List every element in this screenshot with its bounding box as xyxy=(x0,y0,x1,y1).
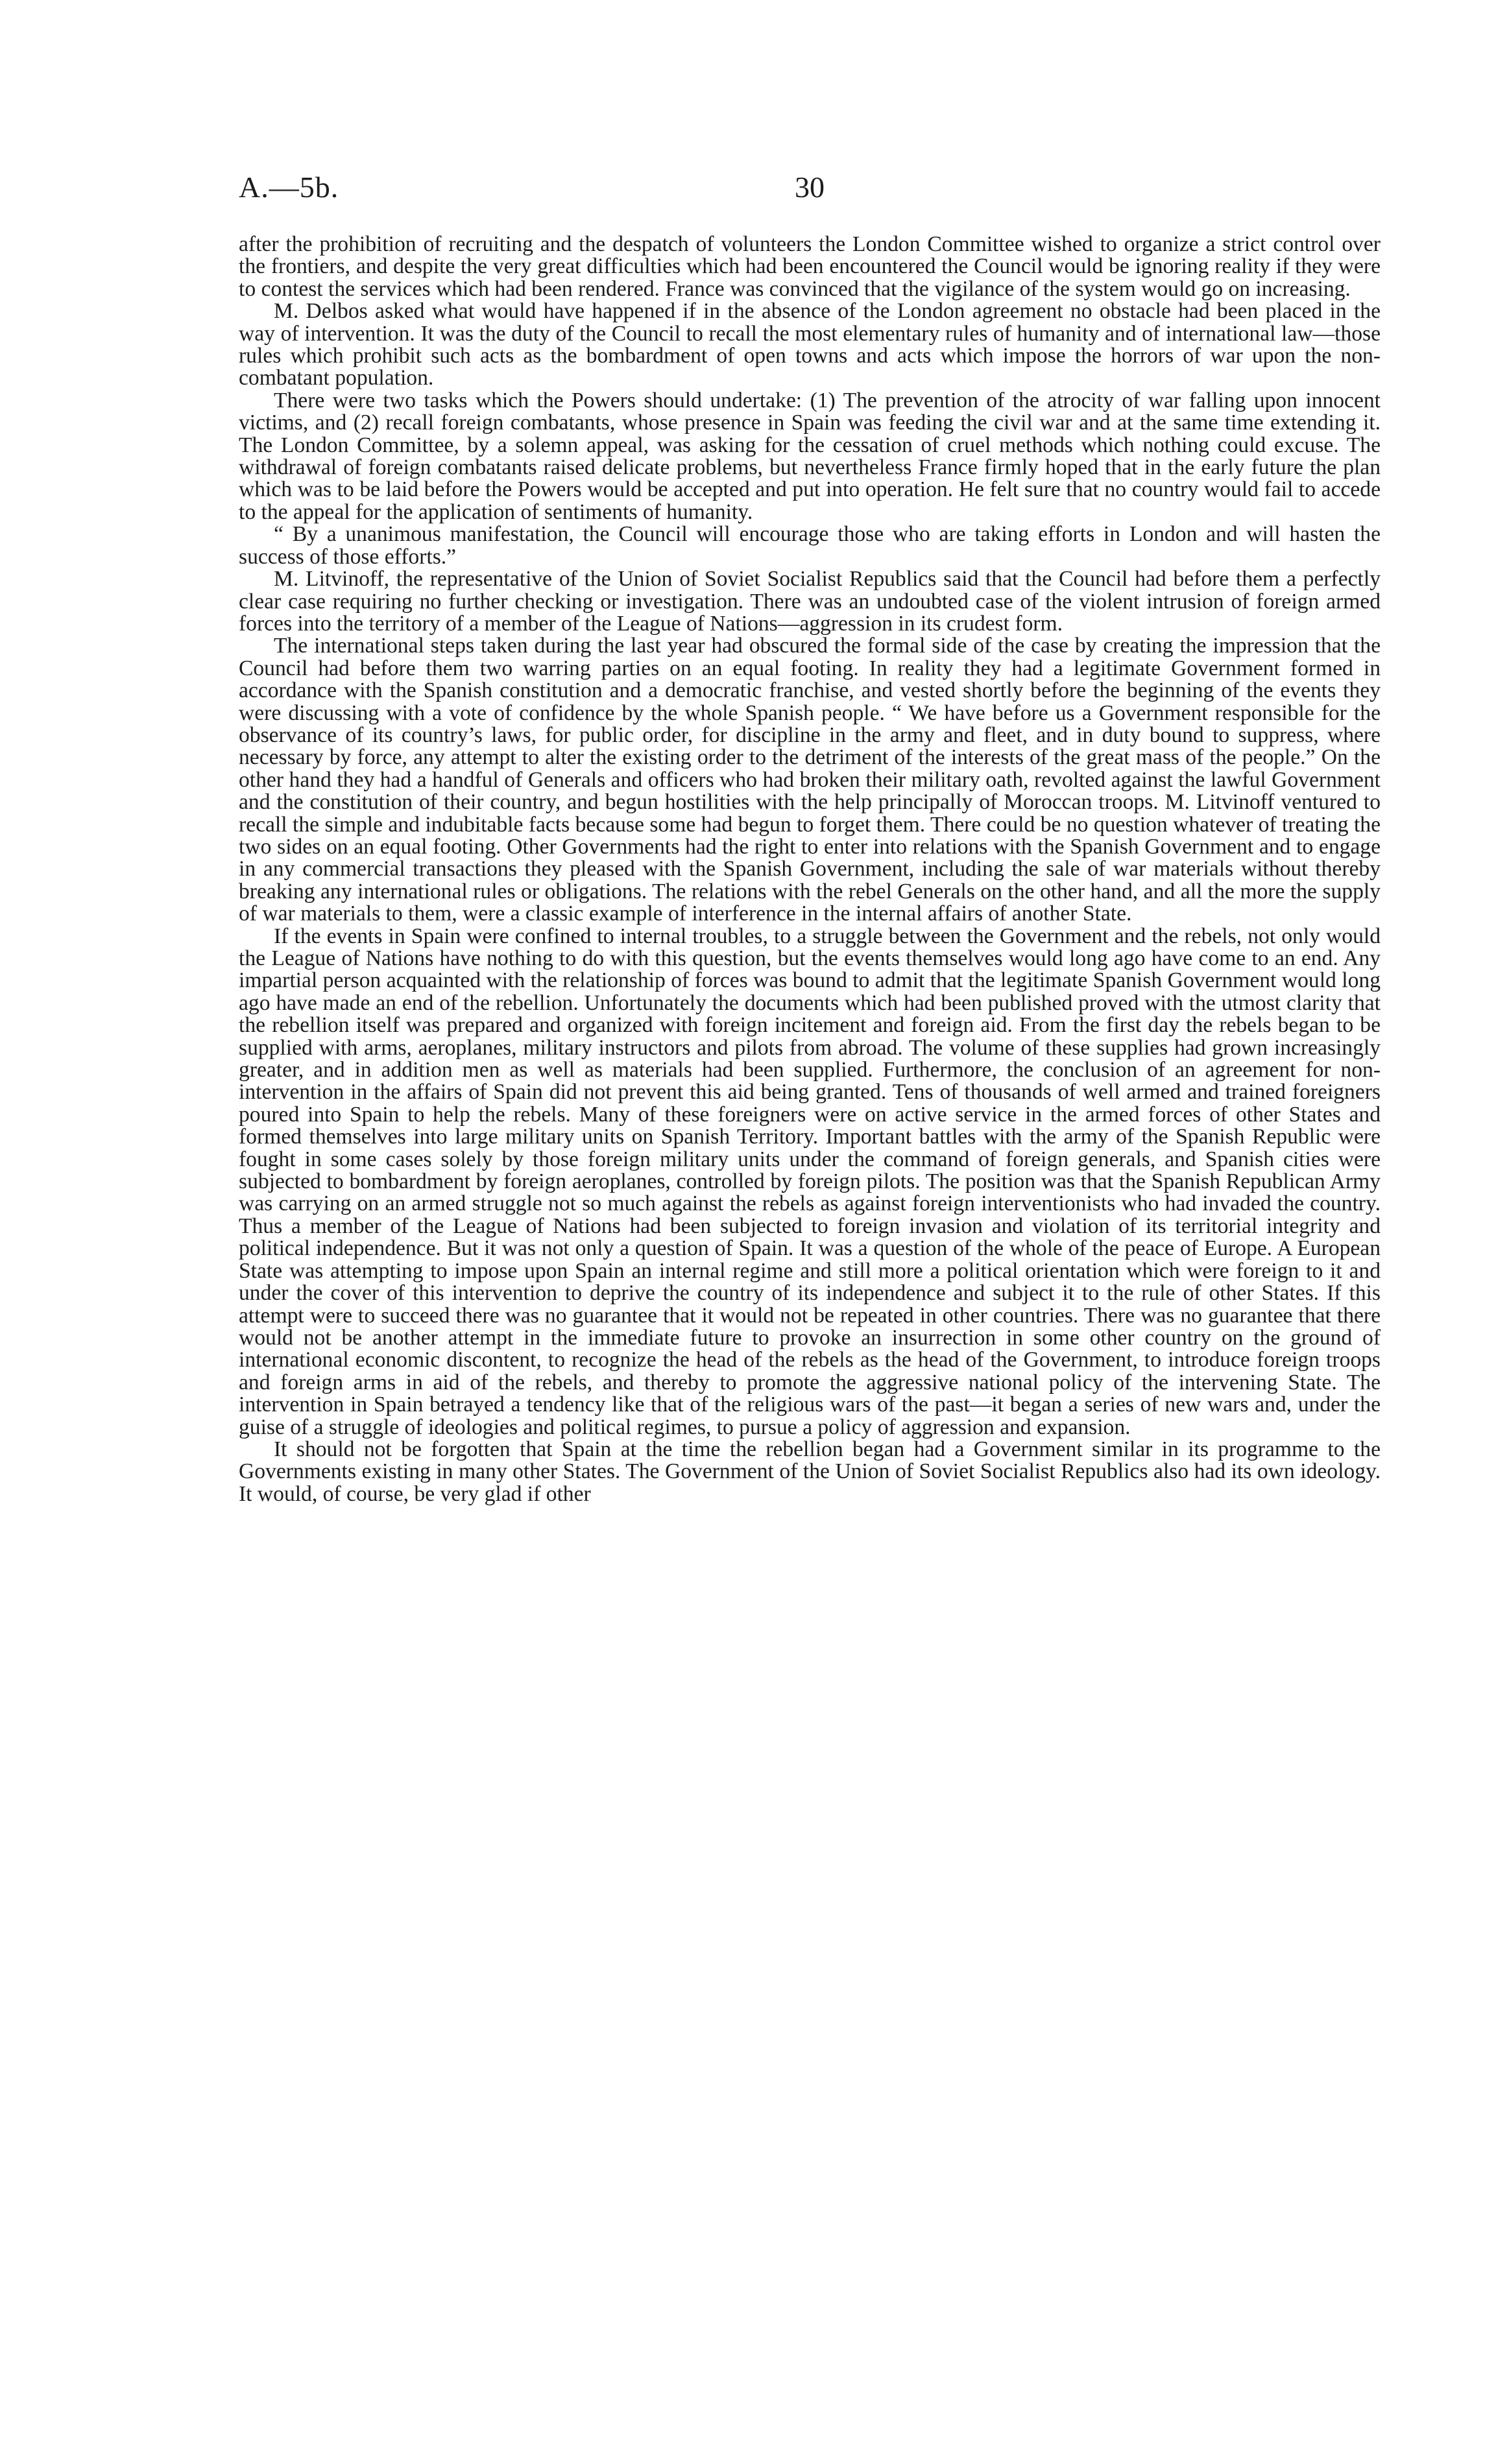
paragraph-3: There were two tasks which the Powers should undertake: (1) The prevention of the atrocity of war falling upon innocent victims, and (2) recall foreign combatants, whose presence in Spain was feeding the civil war and at the same time extending it. The London Committee, by a solemn appeal, was asking for the cessation of cruel methods which nothing could excuse. The withdrawal of foreign combatants raised delicate problems, but nevertheless France firmly hoped that in the early future the plan which was to be laid before the Powers would be accepted and put into operation. He felt sure that no country would fail to accede to the appeal for the application of sentiments of humanity. xyxy=(239,388,1381,524)
paragraph-7: If the events in Spain were confined to internal troubles, to a struggle between the Government and the rebels, not only would the League of Nations have nothing to do with this question, but the events themselves would long ago have come to an end. Any impartial person acquainted with the relationship of forces was bound to admit that the legitimate Spanish Government would long ago have made an end of the rebellion. Unfortunately the documents which had been published proved with the utmost clarity that the rebellion itself was prepared and organized with foreign incitement and foreign aid. From the first day the rebels began to be supplied with arms, aeroplanes, military instructors and pilots from abroad. The volume of these supplies had grown increasingly greater, and in addition men as well as materials had been supplied. Furthermore, the conclusion of an agreement for non-intervention in the affairs of Spain did not prevent this aid being granted. Tens of thousands of well armed and trained foreigners poured into Spain to help the rebels. Many of these foreigners were on active service in the armed forces of other States and formed themselves into large military units on Spanish Territory. Important battles with the army of the Spanish Republic were fought in some cases solely by those foreign military units under the command of foreign generals, and Spanish cities were subjected to bombardment by foreign aeroplanes, controlled by foreign pilots. The position was that the Spanish Republican Army was carrying on an armed struggle not so much against the rebels as against foreign interventionists who had invaded the country. Thus a member of the League of Nations had been subjected to foreign invasion and violation of its territorial integrity and political independence. But it was not only a question of Spain. It was a question of the whole of the peace of Europe. A European State was attempting to impose upon Spain an internal regime and still more a political orientation which were foreign to it and under the cover of this intervention to deprive the country of its independence and subject it to the rule of other States. If this attempt were to succeed there was no guarantee that it would not be repeated in other countries. There was no guarantee that there would not be another attempt in the immediate future to provoke an insurrection in some other country on the ground of international economic discontent, to recognize the head of the rebels as the head of the Government, to introduce foreign troops and foreign arms in aid of the rebels, and thereby to promote the aggressive national policy of the intervening State. The intervention in Spain betrayed a tendency like that of the religious wars of the past—it began a series of new wars and, under the guise of a struggle of ideologies and political regimes, to pursue a policy of aggression and expansion. xyxy=(239,924,1381,1439)
page-number: 30 xyxy=(795,171,825,204)
document-reference-code: A.—5b. xyxy=(239,171,339,204)
paragraph-1: after the prohibition of recruiting and the despatch of volunteers the London Committee wished to organize a strict control over the frontiers, and despite the very great difficulties which had been encountered the Council would be ignoring reality if they were to contest the services which had been rendered. France was convinced that the vigilance of the system would go on increasing. xyxy=(239,233,1381,301)
page-header xyxy=(239,170,1381,215)
paragraph-4: “ By a unanimous manifestation, the Council will encourage those who are taking efforts in London and will hasten the success of those efforts.” xyxy=(239,522,1381,569)
body-text xyxy=(239,233,1381,2426)
paragraph-5: M. Litvinoff, the representative of the Union of Soviet Socialist Republics said that the Council had before them a perfectly clear case requiring no further checking or investigation. There was an undoubted case of the violent intrusion of foreign armed forces into the territory of a member of the League of Nations—aggression in its crudest form. xyxy=(239,567,1381,636)
paragraph-6: The international steps taken during the last year had obscured the formal side of the case by creating the impression that the Council had before them two warring parties on an equal footing. In reality they had a legitimate Government formed in accordance with the Spanish constitution and a democratic franchise, and vested shortly before the beginning of the events they were discussing with a vote of confidence by the whole Spanish people. “ We have before us a Government responsible for the observance of its country’s laws, for public order, for discipline in the army and fleet, and in duty bound to suppress, where necessary by force, any attempt to alter the existing order to the detriment of the interests of the great mass of the people.” On the other hand they had a handful of Generals and officers who had broken their military oath, revolted against the lawful Government and the constitution of their country, and begun hostilities with the help principally of Moroccan troops. M. Litvinoff ventured to recall the simple and indubitable facts because some had begun to forget them. There could be no question whatever of treating the two sides on an equal footing. Other Governments had the right to enter into relations with the Spanish Government and to engage in any commercial transactions they pleased with the Spanish Government, including the sale of war materials without thereby breaking any international rules or obligations. The relations with the rebel Generals on the other hand, and all the more the supply of war materials to them, were a classic example of interference in the internal affairs of another State. xyxy=(239,634,1381,926)
paragraph-2: M. Delbos asked what would have happened if in the absence of the London agreement no obstacle had been placed in the way of intervention. It was the duty of the Council to recall the most elementary rules of humanity and of international law—those rules which prohibit such acts as the bombardment of open towns and acts which impose the horrors of war upon the non-combatant population. xyxy=(239,299,1381,390)
paragraph-8: It should not be forgotten that Spain at the time the rebellion began had a Government similar in its programme to the Governments existing in many other States. The Government of the Union of Soviet Socialist Republics also had its own ideology. It would, of course, be very glad if other xyxy=(239,1437,1381,1506)
